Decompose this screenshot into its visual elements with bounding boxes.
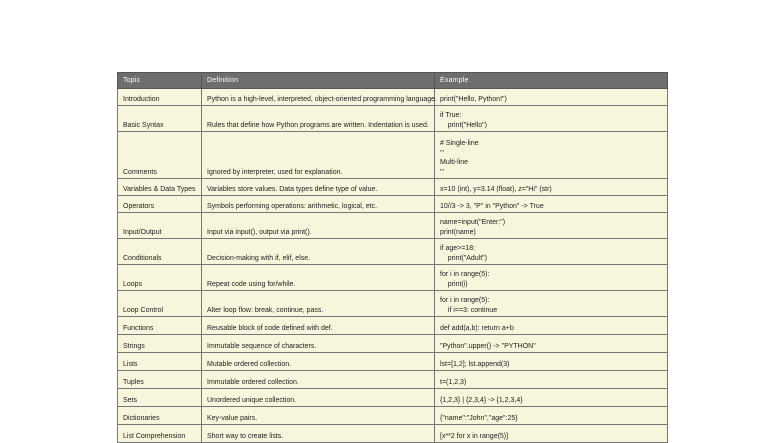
row-topic: Lists: [118, 353, 202, 371]
table-row: [118, 291, 668, 317]
row-definition: Reusable block of code defined with def.: [202, 317, 435, 335]
row-definition: Repeat code using for/while.: [202, 265, 435, 291]
table-row: [118, 317, 668, 335]
table-row: [118, 213, 668, 239]
row-topic: Input/Output: [118, 213, 202, 239]
row-definition: Variables store values. Data types define type of value.: [202, 179, 435, 196]
table-row: [118, 335, 668, 353]
row-example: if age>=18: print("Adult"): [435, 239, 668, 265]
row-topic: Sets: [118, 389, 202, 407]
row-definition: Symbols performing operations: arithmetic, logical, etc.: [202, 196, 435, 213]
row-example: [x**2 for x in range(5)]: [435, 425, 668, 443]
table-row: [118, 106, 668, 132]
row-topic: Comments: [118, 132, 202, 179]
table-row: [118, 265, 668, 291]
table-row: [118, 371, 668, 389]
row-topic: Introduction: [118, 89, 202, 106]
python-reference-table-page: [117, 72, 667, 443]
row-example: lst=[1,2]; lst.append(3): [435, 353, 668, 371]
row-topic: Conditionals: [118, 239, 202, 265]
row-definition: Unordered unique collection.: [202, 389, 435, 407]
row-topic: Basic Syntax: [118, 106, 202, 132]
row-definition: Rules that define how Python programs are written. Indentation is used.: [202, 106, 435, 132]
table-row: [118, 407, 668, 425]
table-row: [118, 425, 668, 443]
header-topic: Topic: [118, 73, 202, 89]
row-example: def add(a,b): return a+b: [435, 317, 668, 335]
row-example: name=input("Enter:") print(name): [435, 213, 668, 239]
row-example: if True: print("Hello"): [435, 106, 668, 132]
row-definition: Immutable sequence of characters.: [202, 335, 435, 353]
row-topic: Tuples: [118, 371, 202, 389]
table-row: [118, 89, 668, 106]
row-example: for i in range(5): print(i): [435, 265, 668, 291]
row-topic: Strings: [118, 335, 202, 353]
row-definition: Key-value pairs.: [202, 407, 435, 425]
row-example: "Python".upper() -> "PYTHON": [435, 335, 668, 353]
table-row: [118, 179, 668, 196]
row-example: {1,2,3} | {2,3,4} -> {1,2,3,4}: [435, 389, 668, 407]
table-row: [118, 389, 668, 407]
row-topic: List Comprehension: [118, 425, 202, 443]
table-row: [118, 239, 668, 265]
row-example: # Single-line ''' Multi-line ''': [435, 132, 668, 179]
header-example: Example: [435, 73, 668, 89]
table-header-row: [118, 73, 668, 89]
table-row: [118, 196, 668, 213]
row-topic: Variables & Data Types: [118, 179, 202, 196]
row-topic: Dictionaries: [118, 407, 202, 425]
row-example: 10//3 -> 3, "P" in "Python" -> True: [435, 196, 668, 213]
row-topic: Loop Control: [118, 291, 202, 317]
row-topic: Operators: [118, 196, 202, 213]
row-definition: Decision-making with if, elif, else.: [202, 239, 435, 265]
row-definition: Input via input(), output via print().: [202, 213, 435, 239]
python-topics-table: [117, 72, 668, 443]
header-definition: Definition: [202, 73, 435, 89]
row-definition: Mutable ordered collection.: [202, 353, 435, 371]
row-definition: Immutable ordered collection.: [202, 371, 435, 389]
row-definition: Ignored by interpreter, used for explanation.: [202, 132, 435, 179]
row-example: for i in range(5): if i==3: continue: [435, 291, 668, 317]
row-example: x=10 (int), y=3.14 (float), z="Hi" (str): [435, 179, 668, 196]
table-row: [118, 132, 668, 179]
table-row: [118, 353, 668, 371]
row-definition: Short way to create lists.: [202, 425, 435, 443]
row-example: print("Hello, Python!"): [435, 89, 668, 106]
row-topic: Functions: [118, 317, 202, 335]
row-example: t=(1,2,3): [435, 371, 668, 389]
row-definition: Python is a high-level, interpreted, object-oriented programming language.: [202, 89, 435, 106]
row-definition: Alter loop flow: break, continue, pass.: [202, 291, 435, 317]
row-topic: Loops: [118, 265, 202, 291]
row-example: {"name":"John","age":25}: [435, 407, 668, 425]
